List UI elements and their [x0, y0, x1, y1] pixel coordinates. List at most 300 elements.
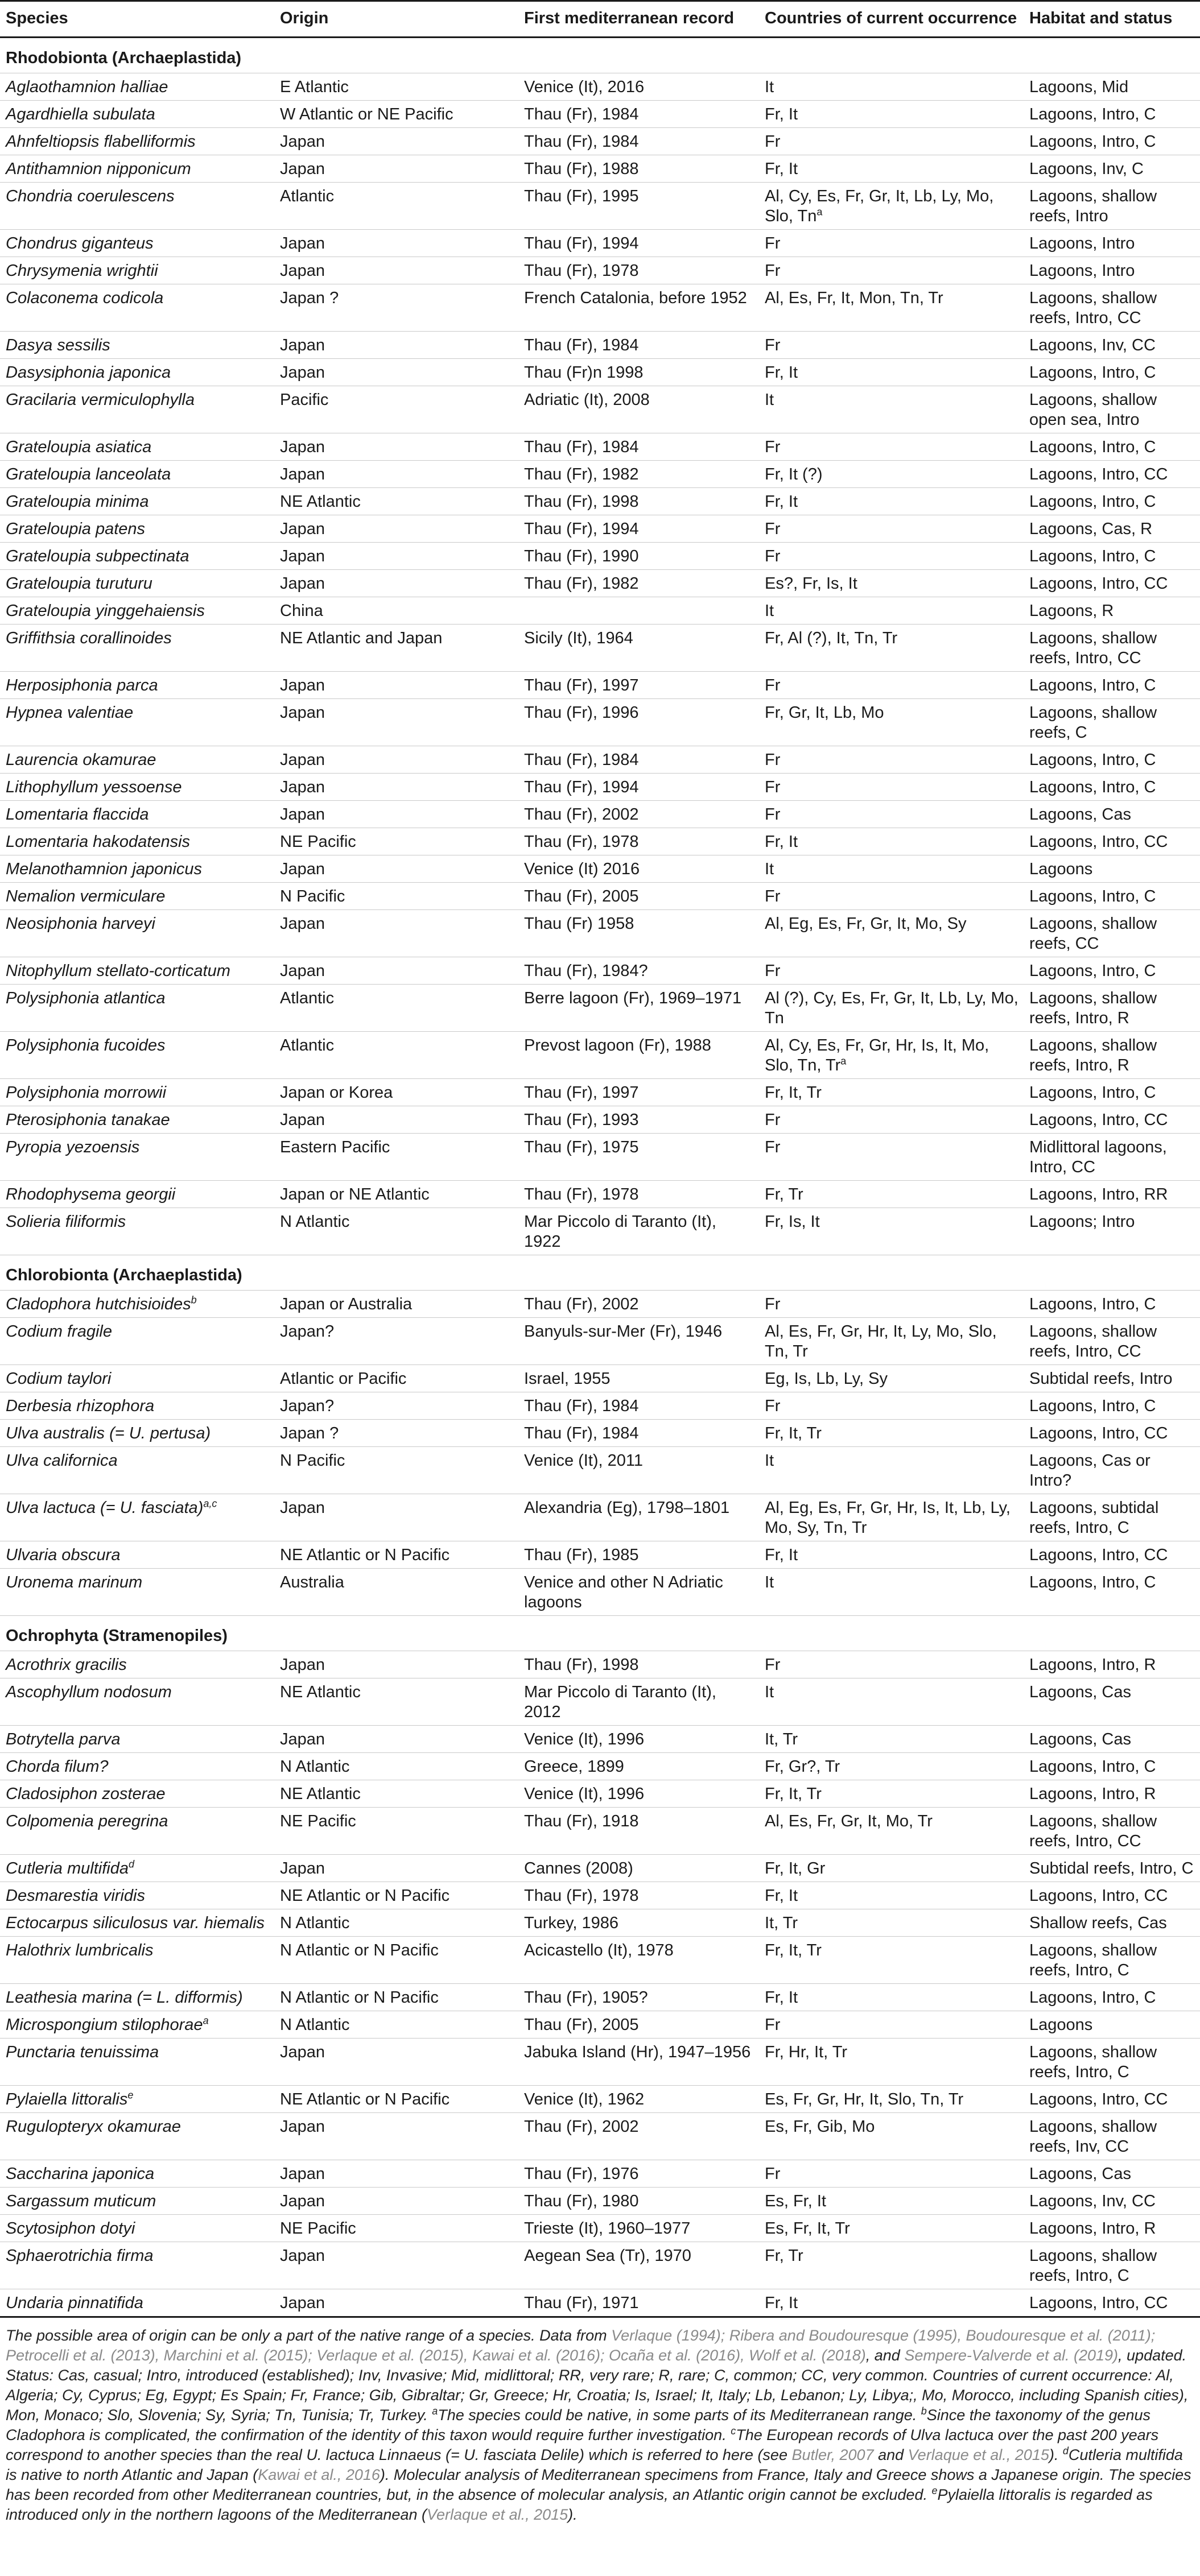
cell-countries: [759, 2039, 1024, 2086]
cell-habitat: [1024, 128, 1200, 155]
cell-species-text: Colpomenia peregrina: [6, 1812, 168, 1830]
cell-species: [0, 985, 274, 1032]
header-first-record: First mediterranean record: [518, 1, 759, 38]
cell-species-text: Ascophyllum nodosum: [6, 1683, 172, 1701]
cell-origin-text: Japan?: [280, 1322, 335, 1341]
cell-habitat: [1024, 699, 1200, 746]
cell-species: [0, 2215, 274, 2242]
cell-countries: [759, 2160, 1024, 2188]
table-row: [0, 699, 1200, 746]
cell-first-record: [518, 597, 759, 625]
cell-habitat-text: Lagoons, Intro, RR: [1029, 1185, 1168, 1204]
cell-habitat: [1024, 1494, 1200, 1541]
cell-first-record: [518, 1909, 759, 1937]
cell-habitat: [1024, 1079, 1200, 1106]
cell-countries: [759, 1651, 1024, 1678]
table-row: [0, 1651, 1200, 1678]
cell-origin-text: China: [280, 602, 323, 620]
cell-origin: [274, 1447, 518, 1494]
cell-origin-text: N Atlantic or N Pacific: [280, 1941, 439, 1959]
cell-first-record-text: Thau (Fr), 1990: [524, 547, 639, 565]
cell-habitat: [1024, 1032, 1200, 1079]
table-row: [0, 985, 1200, 1032]
cell-first-record-text: French Catalonia, before 1952: [524, 289, 747, 307]
cell-countries-text: It: [765, 602, 774, 620]
cell-origin: [274, 1726, 518, 1753]
cell-countries-text: Fr, It, Tr: [765, 1785, 822, 1803]
cell-first-record-text: Venice (It), 2011: [524, 1452, 644, 1470]
cell-origin: [274, 1032, 518, 1079]
cell-countries: [759, 1780, 1024, 1808]
cell-habitat: [1024, 1678, 1200, 1726]
cell-first-record: [518, 1106, 759, 1134]
cell-countries-text: Fr, Tr: [765, 1185, 803, 1204]
cell-habitat-text: Lagoons, Intro, C: [1029, 1988, 1156, 2007]
footnote-reference[interactable]: Kawai et al., 2016: [258, 2466, 380, 2483]
cell-habitat: [1024, 1651, 1200, 1678]
cell-countries: [759, 515, 1024, 543]
cell-species-text: Uronema marinum: [6, 1573, 143, 1591]
cell-habitat: [1024, 488, 1200, 515]
cell-countries-text: Fr: [765, 962, 781, 980]
cell-origin: [274, 155, 518, 183]
cell-countries: [759, 2086, 1024, 2113]
table-row: [0, 672, 1200, 699]
cell-species-text: Gracilaria vermiculophylla: [6, 391, 195, 409]
cell-countries-text: Fr, It: [765, 2294, 798, 2312]
cell-first-record-text: Venice (It), 1996: [524, 1730, 645, 1748]
footnote-marker: a: [203, 2015, 209, 2027]
cell-species: [0, 957, 274, 985]
table-row: [0, 2289, 1200, 2317]
cell-countries: [759, 1808, 1024, 1855]
group-label: Chlorobionta (Archaeplastida): [0, 1255, 1200, 1291]
footnote-reference[interactable]: Sempere-Valverde et al. (2019): [904, 2347, 1119, 2364]
cell-origin-text: Pacific: [280, 391, 329, 409]
cell-species-text: Chondria coerulescens: [6, 187, 175, 205]
cell-species-text: Lomentaria hakodatensis: [6, 833, 191, 851]
cell-countries: [759, 1208, 1024, 1255]
cell-origin: [274, 1318, 518, 1365]
cell-origin-text: Japan: [280, 704, 325, 722]
cell-habitat: [1024, 1726, 1200, 1753]
cell-countries-text: Es, Fr, Gib, Mo: [765, 2118, 875, 2136]
cell-first-record-text: Thau (Fr), 1984: [524, 105, 639, 123]
cell-origin: [274, 101, 518, 128]
table-row: [0, 284, 1200, 332]
cell-species-text: Herposiphonia parca: [6, 676, 158, 694]
cell-first-record-text: Venice (It), 2016: [524, 78, 645, 96]
cell-habitat: [1024, 855, 1200, 883]
cell-first-record-text: Thau (Fr), 1982: [524, 574, 639, 593]
cell-first-record-text: Venice and other N Adriatic lagoons: [524, 1573, 723, 1611]
footnote-marker: a: [432, 2405, 438, 2417]
footnote-text: The European records of Ulva lactuca over the past 200 years correspond to another species than the real U. lactuca Linnaeus (= U. fasciata Delile) which is referred to here (see: [6, 2426, 1159, 2463]
cell-first-record: [518, 543, 759, 570]
cell-first-record-text: Trieste (It), 1960–1977: [524, 2219, 691, 2238]
cell-habitat-text: Lagoons, Intro, C: [1029, 133, 1156, 151]
cell-species: [0, 101, 274, 128]
cell-habitat-text: Lagoons, Inv, C: [1029, 160, 1144, 178]
cell-origin-text: Japan: [280, 2192, 325, 2210]
cell-species: [0, 625, 274, 672]
cell-origin: [274, 801, 518, 828]
cell-habitat-text: Lagoons, Cas: [1029, 1683, 1131, 1701]
table-row: [0, 2039, 1200, 2086]
cell-habitat: [1024, 2086, 1200, 2113]
cell-first-record-text: Thau (Fr), 1984: [524, 1397, 639, 1415]
cell-origin-text: Japan: [280, 2165, 325, 2183]
cell-first-record: [518, 910, 759, 957]
cell-habitat: [1024, 1753, 1200, 1780]
cell-countries: [759, 883, 1024, 910]
cell-habitat: [1024, 332, 1200, 359]
cell-countries-text: It, Tr: [765, 1730, 798, 1748]
cell-habitat-text: Lagoons, Intro, C: [1029, 1295, 1156, 1313]
cell-habitat-text: Lagoons, Intro, C: [1029, 1573, 1156, 1591]
cell-habitat-text: Lagoons, Inv, CC: [1029, 2192, 1156, 2210]
cell-countries: [759, 910, 1024, 957]
footnote-reference[interactable]: Verlaque et al., 2015: [908, 2446, 1049, 2463]
cell-species: [0, 128, 274, 155]
cell-origin-text: Japan: [280, 676, 325, 694]
cell-habitat-text: Lagoons, Intro, C: [1029, 363, 1156, 382]
table-row: [0, 543, 1200, 570]
cell-countries-text: Al, Es, Fr, Gr, It, Mo, Tr: [765, 1812, 933, 1830]
cell-habitat-text: Lagoons, Intro, C: [1029, 1758, 1156, 1776]
cell-species: [0, 1291, 274, 1318]
table-row: [0, 515, 1200, 543]
cell-species: [0, 461, 274, 488]
cell-origin-text: Japan: [280, 336, 325, 354]
cell-countries-text: Al (?), Cy, Es, Fr, Gr, It, Lb, Ly, Mo, Tn: [765, 989, 1018, 1027]
table-row: [0, 774, 1200, 801]
cell-species-text: Melanothamnion japonicus: [6, 860, 202, 878]
cell-countries-text: Al, Eg, Es, Fr, Gr, It, Mo, Sy: [765, 915, 967, 933]
footnote-text: Since the taxonomy of the genus Cladophora is complicated, the confirmation of the identity of this taxon would require further investigation.: [6, 2407, 1151, 2443]
cell-species-text: Cutleria multifida: [6, 1859, 129, 1878]
cell-habitat-text: Lagoons: [1029, 2016, 1093, 2034]
cell-species: [0, 257, 274, 284]
cell-first-record-text: Prevost lagoon (Fr), 1988: [524, 1036, 711, 1055]
cell-first-record-text: Thau (Fr), 1984?: [524, 962, 648, 980]
table-row: [0, 1780, 1200, 1808]
cell-habitat: [1024, 1984, 1200, 2011]
cell-species: [0, 883, 274, 910]
cell-origin: [274, 957, 518, 985]
table-row: [0, 1032, 1200, 1079]
cell-countries: [759, 155, 1024, 183]
cell-habitat: [1024, 543, 1200, 570]
cell-first-record-text: Thau (Fr), 1994: [524, 520, 639, 538]
cell-origin-text: Atlantic: [280, 1036, 335, 1055]
group-label: Rhodobionta (Archaeplastida): [0, 38, 1200, 73]
cell-countries-text: Fr: [765, 778, 781, 796]
table-row: [0, 461, 1200, 488]
table-row: [0, 801, 1200, 828]
cell-first-record-text: Venice (It), 1996: [524, 1785, 645, 1803]
cell-first-record: [518, 1753, 759, 1780]
cell-first-record-text: Thau (Fr), 1978: [524, 833, 639, 851]
table-row: [0, 1134, 1200, 1181]
cell-origin-text: NE Atlantic and Japan: [280, 629, 443, 647]
footnote-marker: c: [731, 2425, 736, 2437]
cell-species: [0, 284, 274, 332]
cell-species-text: Dasysiphonia japonica: [6, 363, 171, 382]
cell-species-text: Griffithsia corallinoides: [6, 629, 172, 647]
cell-first-record-text: Thau (Fr), 1984: [524, 336, 639, 354]
cell-countries-text: Fr, Gr?, Tr: [765, 1758, 840, 1776]
cell-species: [0, 597, 274, 625]
cell-origin-text: Japan: [280, 465, 325, 483]
cell-first-record-text: Thau (Fr), 2005: [524, 2016, 639, 2034]
cell-first-record-text: Thau (Fr) 1958: [524, 915, 634, 933]
cell-countries-text: Fr, It, Tr: [765, 1941, 822, 1959]
cell-species: [0, 1808, 274, 1855]
cell-first-record: [518, 155, 759, 183]
cell-origin: [274, 1569, 518, 1616]
cell-species-text: Solieria filiformis: [6, 1213, 126, 1231]
cell-species: [0, 386, 274, 433]
cell-habitat: [1024, 2011, 1200, 2039]
cell-first-record: [518, 2242, 759, 2289]
cell-species-text: Derbesia rhizophora: [6, 1397, 155, 1415]
cell-countries-text: It: [765, 1573, 774, 1591]
table-row: [0, 828, 1200, 855]
cell-origin: [274, 2215, 518, 2242]
cell-origin: [274, 828, 518, 855]
cell-countries-text: Fr, It: [765, 160, 798, 178]
table-row: [0, 332, 1200, 359]
cell-habitat-text: Lagoons, shallow reefs, Intro, R: [1029, 1036, 1157, 1074]
cell-first-record-text: Thau (Fr), 1982: [524, 465, 639, 483]
cell-origin-text: NE Atlantic: [280, 1683, 361, 1701]
cell-countries-text: Es, Fr, Gr, Hr, It, Slo, Tn, Tr: [765, 2090, 964, 2108]
cell-habitat-text: Lagoons, shallow reefs, Inv, CC: [1029, 2118, 1157, 2156]
cell-species: [0, 801, 274, 828]
cell-first-record: [518, 1392, 759, 1420]
table-row: [0, 1678, 1200, 1726]
cell-habitat: [1024, 570, 1200, 597]
cell-species: [0, 1855, 274, 1882]
cell-species-text: Nemalion vermiculare: [6, 887, 166, 905]
cell-habitat-text: Lagoons: [1029, 860, 1093, 878]
header-habitat: Habitat and status: [1024, 1, 1200, 38]
cell-origin-text: Eastern Pacific: [280, 1138, 390, 1156]
cell-countries: [759, 1134, 1024, 1181]
cell-first-record: [518, 1208, 759, 1255]
cell-species: [0, 73, 274, 101]
cell-species-text: Chrysymenia wrightii: [6, 262, 158, 280]
cell-habitat-text: Shallow reefs, Cas: [1029, 1914, 1167, 1932]
cell-countries-text: Fr: [765, 1295, 781, 1313]
cell-first-record-text: Aegean Sea (Tr), 1970: [524, 2247, 691, 2265]
cell-species: [0, 332, 274, 359]
cell-countries-text: It: [765, 1683, 774, 1701]
cell-origin-text: N Pacific: [280, 887, 345, 905]
cell-origin-text: W Atlantic or NE Pacific: [280, 105, 453, 123]
cell-origin-text: Japan: [280, 1656, 325, 1674]
cell-countries-text: Al, Cy, Es, Fr, Gr, It, Lb, Ly, Mo, Slo, Tn: [765, 187, 994, 225]
cell-species-text: Colaconema codicola: [6, 289, 164, 307]
cell-countries: [759, 2215, 1024, 2242]
cell-habitat-text: Lagoons, shallow reefs, Intro, CC: [1029, 1322, 1157, 1361]
cell-first-record: [518, 746, 759, 774]
cell-countries: [759, 1937, 1024, 1984]
cell-first-record: [518, 2289, 759, 2317]
cell-origin: [274, 2242, 518, 2289]
cell-species-text: Lithophyllum yessoense: [6, 778, 182, 796]
cell-countries: [759, 1855, 1024, 1882]
cell-first-record: [518, 73, 759, 101]
cell-countries-text: Fr, It (?): [765, 465, 823, 483]
cell-habitat: [1024, 155, 1200, 183]
cell-origin-text: Japan: [280, 1111, 325, 1129]
table-row: [0, 570, 1200, 597]
cell-origin-text: Japan: [280, 915, 325, 933]
cell-origin-text: N Pacific: [280, 1452, 345, 1470]
cell-habitat: [1024, 1181, 1200, 1208]
cell-origin: [274, 1808, 518, 1855]
header-countries: Countries of current occurrence: [759, 1, 1024, 38]
cell-species: [0, 1494, 274, 1541]
cell-species: [0, 183, 274, 230]
cell-first-record: [518, 2086, 759, 2113]
table-row: [0, 1753, 1200, 1780]
cell-origin-text: NE Atlantic: [280, 493, 361, 511]
cell-species: [0, 1882, 274, 1909]
cell-origin-text: Japan: [280, 778, 325, 796]
cell-countries: [759, 1318, 1024, 1365]
cell-habitat-text: Lagoons, shallow reefs, Intro, CC: [1029, 629, 1157, 667]
cell-countries-text: It: [765, 78, 774, 96]
cell-countries-text: Fr: [765, 547, 781, 565]
cell-countries: [759, 1420, 1024, 1447]
cell-countries: [759, 461, 1024, 488]
table-row: [0, 2242, 1200, 2289]
cell-first-record: [518, 515, 759, 543]
cell-origin-text: Japan: [280, 2118, 325, 2136]
footnote-text: , updated. Status: Cas, casual; Intro, introduced (established); Inv, Invasive; Mid, midlittoral; RR, very rare; R, rare; C, common; CC, very common. Countries of current occurrence: Al, Algeria; Cy, Cyprus; Eg, Egypt; Es Spain; Fr, France; Gib, Gibraltar; Gr, Greece; Hr, Croatia; Is, Israel; It, Italy; Lb, Lebanon; Ly, Libya;, Mo, Morocco, including Spanish cities), Mon, Monaco; Slo, Slovenia; Sy, Syria; Tn, Tunisia; Tr, Turkey.: [6, 2347, 1189, 2424]
footnote-reference[interactable]: Verlaque et al., 2015: [426, 2506, 568, 2523]
cell-habitat-text: Lagoons, shallow reefs, Intro, C: [1029, 2043, 1157, 2081]
footnote-text: ).: [1049, 2446, 1063, 2463]
cell-species: [0, 1569, 274, 1616]
cell-origin-text: Atlantic: [280, 989, 335, 1007]
cell-species-text: Cladosiphon zosterae: [6, 1785, 166, 1803]
cell-species: [0, 2039, 274, 2086]
table-row: [0, 230, 1200, 257]
cell-species: [0, 1208, 274, 1255]
table-row: [0, 625, 1200, 672]
table-row: [0, 386, 1200, 433]
table-row: [0, 73, 1200, 101]
cell-first-record-text: Thau (Fr), 1998: [524, 1656, 639, 1674]
cell-habitat: [1024, 1392, 1200, 1420]
cell-first-record: [518, 801, 759, 828]
cell-countries: [759, 2011, 1024, 2039]
cell-first-record: [518, 128, 759, 155]
cell-habitat-text: Lagoons, Intro, CC: [1029, 1111, 1168, 1129]
cell-species: [0, 1420, 274, 1447]
cell-countries: [759, 746, 1024, 774]
cell-species-text: Chorda filum?: [6, 1758, 109, 1776]
cell-species: [0, 2011, 274, 2039]
table-row: [0, 2188, 1200, 2215]
footnote-reference[interactable]: Verlaque (1994); Ribera and Boudouresque (1995), Boudouresque et al. (2011); Petrocelli et al. (2013), Marchini et al. (2015); Verlaque et al. (2015), Kawai et al. (2016); Ocaña et al. (2016), Wolf et al. (2018): [6, 2327, 1156, 2364]
cell-habitat-text: Lagoons, subtidal reefs, Intro, C: [1029, 1499, 1159, 1537]
cell-habitat-text: Lagoons, Intro, CC: [1029, 1546, 1168, 1564]
group-row: [0, 1616, 1200, 1651]
table-row: [0, 488, 1200, 515]
cell-origin: [274, 746, 518, 774]
cell-first-record-text: Thau (Fr), 2002: [524, 805, 639, 824]
cell-first-record-text: Thau (Fr), 1994: [524, 778, 639, 796]
cell-first-record: [518, 1984, 759, 2011]
cell-species-text: Sargassum muticum: [6, 2192, 156, 2210]
cell-origin: [274, 699, 518, 746]
table-row: [0, 1541, 1200, 1569]
cell-habitat-text: Lagoons, shallow reefs, Intro, C: [1029, 1941, 1157, 1979]
cell-first-record: [518, 2160, 759, 2188]
cell-first-record: [518, 2039, 759, 2086]
table-row: [0, 746, 1200, 774]
cell-species: [0, 1937, 274, 1984]
cell-species-text: Botrytella parva: [6, 1730, 121, 1748]
cell-origin: [274, 570, 518, 597]
cell-species: [0, 1753, 274, 1780]
cell-first-record: [518, 2188, 759, 2215]
cell-first-record-text: Thau (Fr), 1976: [524, 2165, 639, 2183]
cell-species-text: Ahnfeltiopsis flabelliformis: [6, 133, 196, 151]
cell-habitat: [1024, 1808, 1200, 1855]
cell-origin-text: Japan: [280, 1499, 325, 1517]
cell-species: [0, 1651, 274, 1678]
cell-first-record: [518, 1882, 759, 1909]
cell-origin: [274, 128, 518, 155]
cell-countries: [759, 985, 1024, 1032]
table-row: [0, 155, 1200, 183]
cell-habitat: [1024, 183, 1200, 230]
cell-habitat: [1024, 2160, 1200, 2188]
footnote-reference[interactable]: Butler, 2007: [791, 2446, 874, 2463]
cell-species-text: Ulva australis (= U. pertusa): [6, 1424, 211, 1442]
cell-origin-text: Japan: [280, 1859, 325, 1878]
table-row: [0, 1291, 1200, 1318]
table-row: [0, 1181, 1200, 1208]
cell-origin-text: Japan: [280, 962, 325, 980]
cell-countries-text: Fr: [765, 438, 781, 456]
cell-species-text: Pterosiphonia tanakae: [6, 1111, 170, 1129]
cell-first-record: [518, 2113, 759, 2160]
cell-countries-text: Fr: [765, 2016, 781, 2034]
cell-countries-text: Fr: [765, 1656, 781, 1674]
cell-countries-text: Fr, It: [765, 105, 798, 123]
cell-habitat-text: Lagoons, shallow reefs, Intro, C: [1029, 2247, 1157, 2285]
footnote-text: ).: [568, 2506, 578, 2523]
cell-species-text: Chondrus giganteus: [6, 234, 154, 253]
cell-habitat-text: Lagoons, Intro, C: [1029, 1084, 1156, 1102]
cell-species: [0, 1726, 274, 1753]
cell-countries-text: Fr: [765, 336, 781, 354]
cell-countries-text: Fr, Hr, It, Tr: [765, 2043, 847, 2061]
cell-origin: [274, 2011, 518, 2039]
cell-first-record-text: Israel, 1955: [524, 1370, 611, 1388]
cell-first-record: [518, 359, 759, 386]
cell-first-record-text: Thau (Fr), 1988: [524, 160, 639, 178]
footnote-marker: d: [1062, 2445, 1069, 2457]
cell-habitat: [1024, 461, 1200, 488]
